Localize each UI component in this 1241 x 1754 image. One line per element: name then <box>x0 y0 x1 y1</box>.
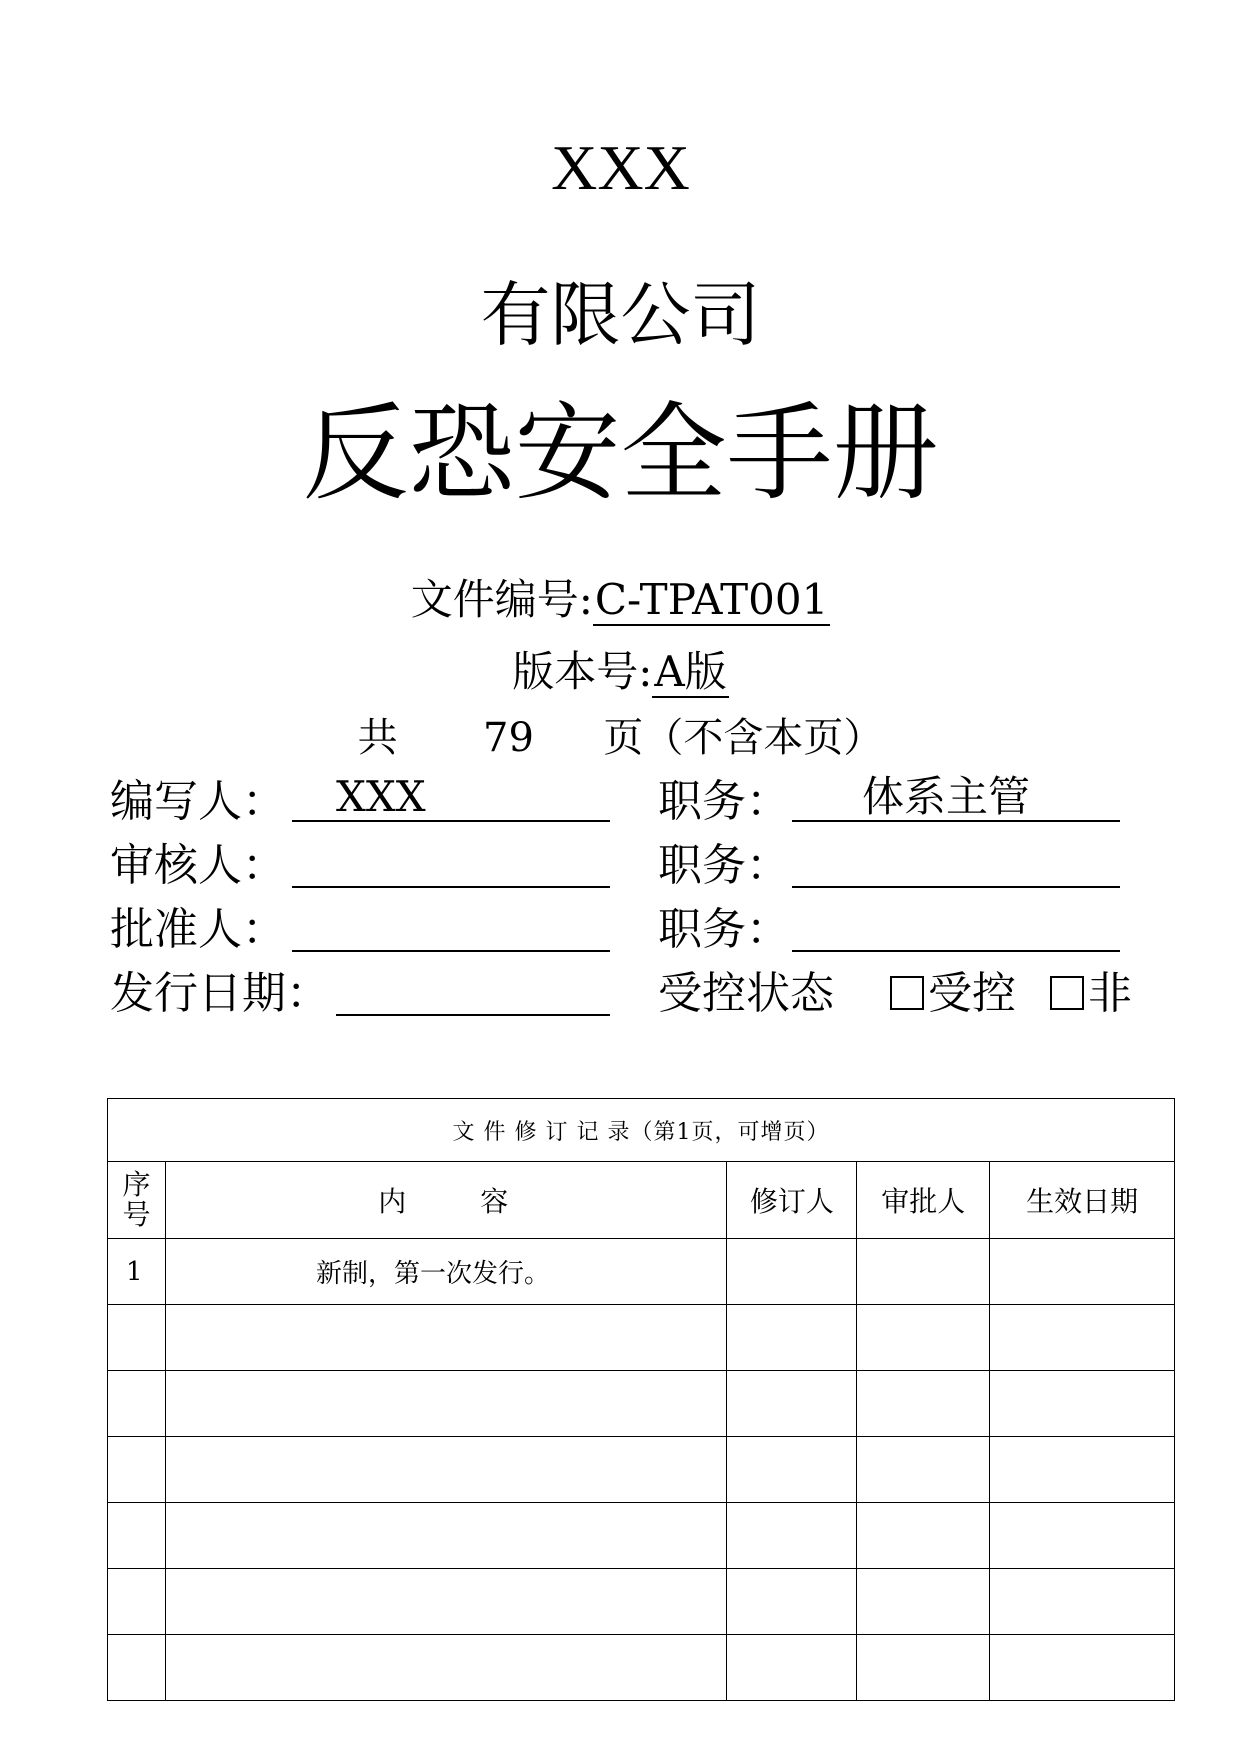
version-row <box>0 644 1241 700</box>
approver-title-field[interactable] <box>792 900 1120 952</box>
row-seq <box>108 1371 166 1437</box>
row-effective-date <box>990 1305 1175 1371</box>
row-reviser <box>727 1569 857 1635</box>
row-reviser <box>727 1371 857 1437</box>
row-approver <box>857 1635 990 1701</box>
row-content <box>165 1371 727 1437</box>
row-reviser <box>727 1635 857 1701</box>
uncontrolled-checkbox[interactable] <box>1050 976 1084 1010</box>
reviewer-title-label: 职务： <box>658 840 790 891</box>
row-seq <box>108 1503 166 1569</box>
document-number-label: 文件编号: <box>410 575 593 624</box>
writer-title-label: 职务： <box>658 776 790 827</box>
page-count-value: 79 <box>483 715 534 761</box>
row-approver <box>857 1437 990 1503</box>
company-name: 有限公司 <box>480 274 761 356</box>
row-content: 新制，第一次发行。 <box>165 1239 727 1305</box>
row-content <box>165 1569 727 1635</box>
reviewer-title-field[interactable] <box>792 836 1120 888</box>
writer-title-field[interactable]: 体系主管 <box>792 770 1120 822</box>
row-approver <box>857 1569 990 1635</box>
reviewer-label: 审核人： <box>110 840 286 891</box>
row-approver <box>857 1239 990 1305</box>
uncontrolled-option[interactable] <box>1050 964 1132 1024</box>
column-header-seq: 序号 <box>108 1162 166 1239</box>
row-content <box>165 1503 727 1569</box>
page-count-suffix: 页（不含本页） <box>603 715 884 761</box>
writer-field[interactable]: XXX <box>292 770 610 822</box>
row-content <box>165 1635 727 1701</box>
row-approver <box>857 1305 990 1371</box>
table-row <box>108 1569 1175 1635</box>
row-effective-date <box>990 1569 1175 1635</box>
row-approver <box>857 1371 990 1437</box>
row-effective-date <box>990 1239 1175 1305</box>
revision-table-title: 文 件 修 订 记 录（第1页，可增页） <box>108 1099 1175 1162</box>
row-content <box>165 1305 727 1371</box>
row-approver <box>857 1503 990 1569</box>
table-row <box>108 1305 1175 1371</box>
issue-date-field[interactable] <box>336 964 610 1016</box>
page-count-prefix: 共 <box>357 715 398 761</box>
row-seq <box>108 1305 166 1371</box>
row-reviser <box>727 1305 857 1371</box>
company-code: XXX <box>551 132 690 203</box>
approver-label: 批准人： <box>110 904 286 955</box>
version-value: A版 <box>654 647 727 696</box>
document-title: 反恐安全手册 <box>302 392 939 515</box>
document-number-value: C-TPAT001 <box>594 575 829 624</box>
row-seq: 1 <box>108 1239 166 1305</box>
page-count-row <box>0 710 1241 766</box>
table-row <box>108 1503 1175 1569</box>
row-seq <box>108 1437 166 1503</box>
column-header-effective-date: 生效日期 <box>990 1162 1175 1239</box>
row-reviser <box>727 1503 857 1569</box>
row-effective-date <box>990 1635 1175 1701</box>
row-reviser <box>727 1239 857 1305</box>
row-effective-date <box>990 1503 1175 1569</box>
revision-record-table <box>107 1098 1175 1701</box>
table-row <box>108 1371 1175 1437</box>
row-reviser <box>727 1437 857 1503</box>
document-number-row <box>0 572 1241 628</box>
row-seq <box>108 1635 166 1701</box>
table-row <box>108 1635 1175 1701</box>
version-label: 版本号: <box>512 647 653 696</box>
table-row <box>108 1437 1175 1503</box>
revision-table-header-row <box>108 1162 1175 1239</box>
approver-field[interactable] <box>292 900 610 952</box>
column-header-reviser: 修订人 <box>727 1162 857 1239</box>
issue-date-label: 发行日期： <box>110 968 330 1019</box>
row-seq <box>108 1569 166 1635</box>
reviewer-field[interactable] <box>292 836 610 888</box>
row-content <box>165 1437 727 1503</box>
table-row <box>108 1239 1175 1305</box>
column-header-content: 内 容 <box>165 1162 727 1239</box>
control-status-label: 受控状态 <box>658 968 834 1019</box>
row-effective-date <box>990 1437 1175 1503</box>
controlled-option-label: 受控 <box>928 968 1016 1019</box>
controlled-checkbox[interactable] <box>890 976 924 1010</box>
row-effective-date <box>990 1371 1175 1437</box>
controlled-option[interactable] <box>890 964 1016 1024</box>
approver-title-label: 职务： <box>658 904 790 955</box>
writer-label: 编写人： <box>110 776 286 827</box>
uncontrolled-option-label: 非 <box>1088 968 1132 1019</box>
column-header-approver: 审批人 <box>857 1162 990 1239</box>
